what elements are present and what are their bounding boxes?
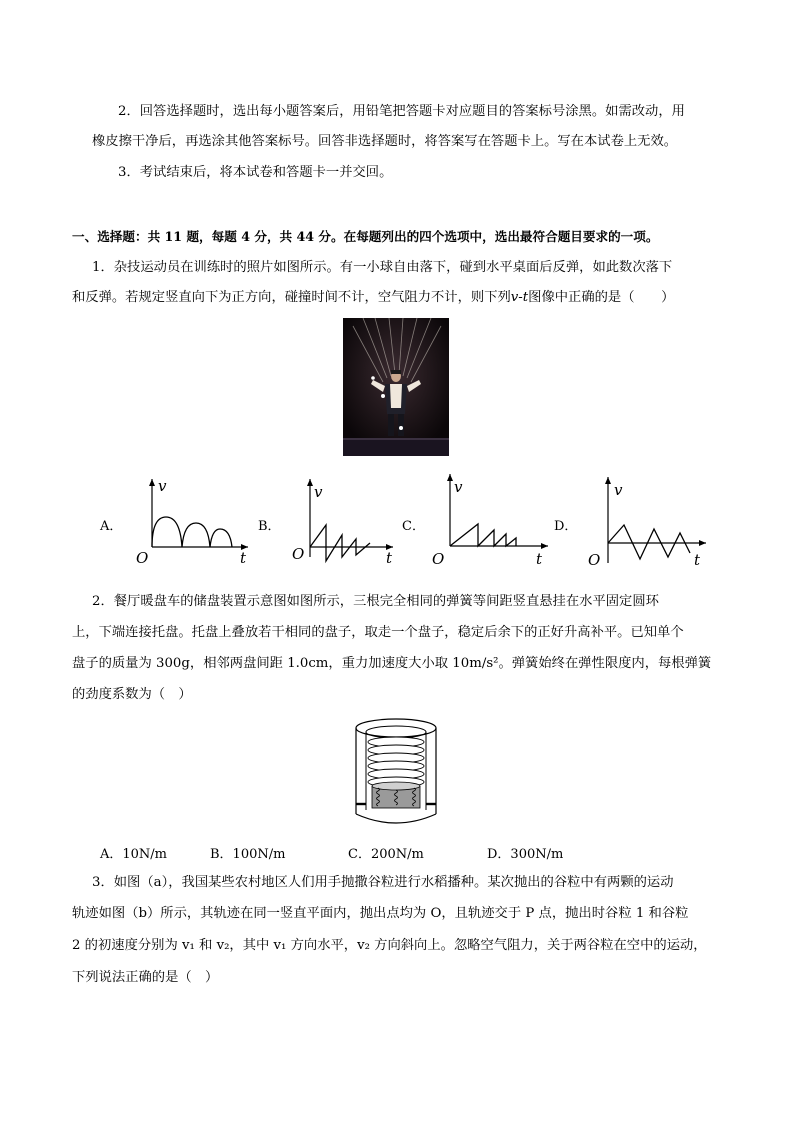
axis-t-label: t: [386, 549, 393, 567]
q2-answer-a: A．10N/m: [100, 847, 168, 862]
axis-t-label: t: [240, 549, 247, 567]
axis-t-label: t: [536, 550, 543, 568]
instruction-line: 3．考试结束后，将本试卷和答题卡一并交回。: [118, 165, 393, 180]
section-title: 一、选择题：共 11 题，每题 4 分，共 44 分。在每题列出的四个选项中，选出最符合题目要求的一项。: [72, 229, 659, 244]
instruction-line: 2．回答选择题时，选出每小题答案后，用铅笔把答题卡对应题目的答案标号涂黑。如需改动，用: [118, 104, 685, 119]
vt-graph-b: [288, 473, 398, 568]
origin-label: O: [136, 549, 149, 567]
q2-answer-d: D．300N/m: [487, 847, 564, 862]
q2-answer-c: C．200N/m: [348, 847, 424, 862]
q3-text-line: 轨迹如图（b）所示，其轨迹在同一竖直平面内，抛出点均为 O，且轨迹交于 P 点，抛出时谷粒 1 和谷粒: [72, 906, 689, 921]
origin-label: O: [432, 550, 445, 568]
axis-t-label: t: [694, 551, 701, 569]
q3-text-line: 下列说法正确的是（ ）: [72, 970, 219, 985]
option-label-c: C．: [402, 519, 425, 534]
q2-text-line: 2．餐厅暖盘车的储盘装置示意图如图所示，三根完全相同的弹簧等间距竖直悬挂在水平固定圆环: [92, 594, 659, 609]
q1-text-line: 1．杂技运动员在训练时的照片如图所示。有一小球自由落下，碰到水平桌面后反弹，如此数次落下: [92, 260, 673, 275]
q1-text-line: 和反弹。若规定竖直向下为正方向，碰撞时间不计，空气阻力不计，则下列v-t图像中正确的是（ ）: [72, 290, 675, 305]
origin-label: O: [292, 545, 305, 563]
q2-text-line: 上，下端连接托盘。托盘上叠放若干相同的盘子，取走一个盘子，稳定后余下的正好升高补平。已知单个: [72, 625, 684, 640]
axis-v-label: v: [614, 481, 623, 499]
option-label-b: B．: [258, 519, 281, 534]
axis-v-label: v: [314, 483, 323, 501]
instruction-line: 橡皮擦干净后，再选涂其他答案标号。回答非选择题时，将答案写在答题卡上。写在本试卷上无效。: [92, 134, 678, 149]
q2-text-line: 的劲度系数为（ ）: [72, 687, 192, 702]
origin-label: O: [588, 551, 601, 569]
q3-text-line: 3．如图（a），我国某些农村地区人们用手抛撒谷粒进行水稻播种。某次抛出的谷粒中有两颗的运动: [92, 875, 674, 890]
q2-answer-b: B．100N/m: [210, 847, 286, 862]
option-label-a: A．: [100, 519, 123, 534]
vt-graph-d: [586, 473, 711, 570]
plate-warmer-diagram: [348, 714, 444, 829]
vt-graph-a: [130, 473, 255, 568]
juggler-photo: [343, 318, 449, 456]
q2-text-line: 盘子的质量为 300g，相邻两盘间距 1.0cm，重力加速度大小取 10m/s²。弹簧始终在弹性限度内，每根弹簧: [72, 656, 712, 671]
axis-v-label: v: [158, 477, 167, 495]
axis-v-label: v: [454, 478, 463, 496]
vt-graph-c: [428, 470, 553, 570]
q3-text-line: 2 的初速度分别为 v₁ 和 v₂，其中 v₁ 方向水平，v₂ 方向斜向上。忽略空气阻力，关于两谷粒在空中的运动，: [72, 938, 707, 953]
option-label-d: D．: [554, 519, 578, 534]
